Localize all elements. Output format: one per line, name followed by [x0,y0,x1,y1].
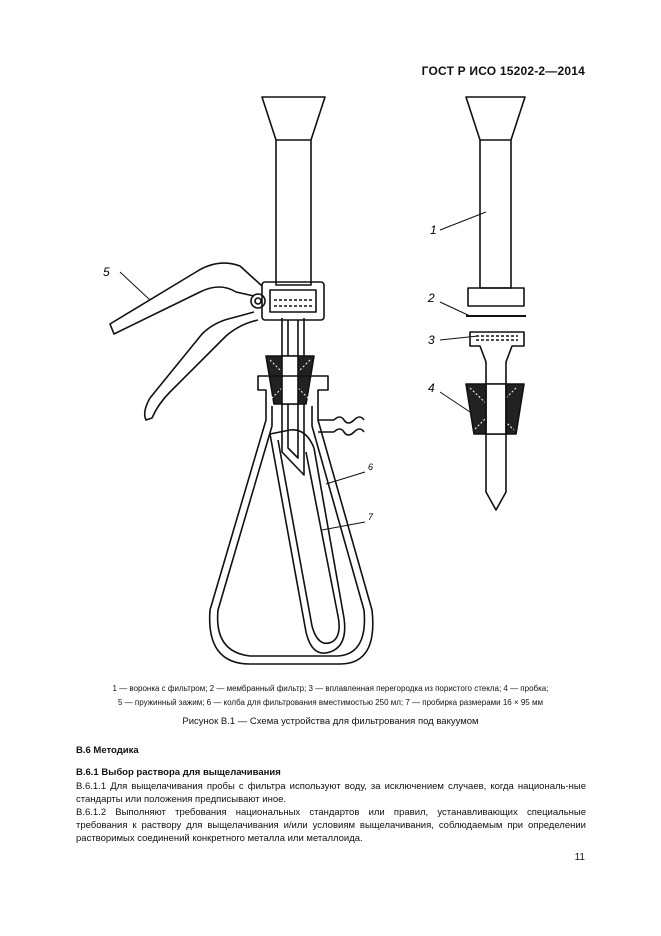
fritted-disc [274,300,312,306]
section-b6-title [76,744,586,757]
page-number: 11 [574,852,585,863]
section-b6-heading: В.6 Методика [76,745,139,756]
paragraph-b612: В.6.1.2 Выполняют требования национальных стандартов или правил, устанавливающих специальные требования к раствору для выщелачивания и/или условиям выщелачивания, соблюдаемым при определении растворимых соединений конкретного металла или металлоида. [76,807,586,844]
section-b61-heading: В.6.1 Выбор раствора для выщелачивания [76,767,281,778]
figure-label-7: 7 [368,512,374,522]
figure-label-4: 4 [428,381,435,395]
test-tube [270,430,345,653]
assembled-stopper [266,356,314,404]
stopper-part [466,384,524,434]
paragraph-b611: В.6.1.1 Для выщелачивания пробы с фильтра используют воду, за исключением случаев, когда националь-ные стандарты или положения предписывают иное. [76,781,586,805]
figure-legend [60,682,601,710]
figure-label-3: 3 [428,333,435,347]
figure-label-5: 5 [103,265,110,279]
figure-label-2: 2 [428,291,435,305]
legend-line-2: 5 — пружинный зажим; 6 — колба для фильтрования вместимостью 250 мл; 7 — пробирка размерами 16 × 95 мм [118,698,543,707]
figure-caption: Рисунок В.1 — Схема устройства для фильтрования под вакуумом [182,716,479,727]
figure-label-1: 1 [430,223,437,237]
document-header: ГОСТ Р ИСО 15202-2—2014 [421,64,585,78]
funnel-part [466,97,525,306]
legend-line-1: 1 — воронка с фильтром; 2 — мембранный фильтр; 3 — вплавленная перегородка из пористого стекла; 4 — пробка; [112,684,549,693]
figure-label-6: 6 [368,462,374,472]
assembled-funnel [262,97,325,285]
filter-flask [210,376,373,664]
section-b61-title [76,766,586,779]
